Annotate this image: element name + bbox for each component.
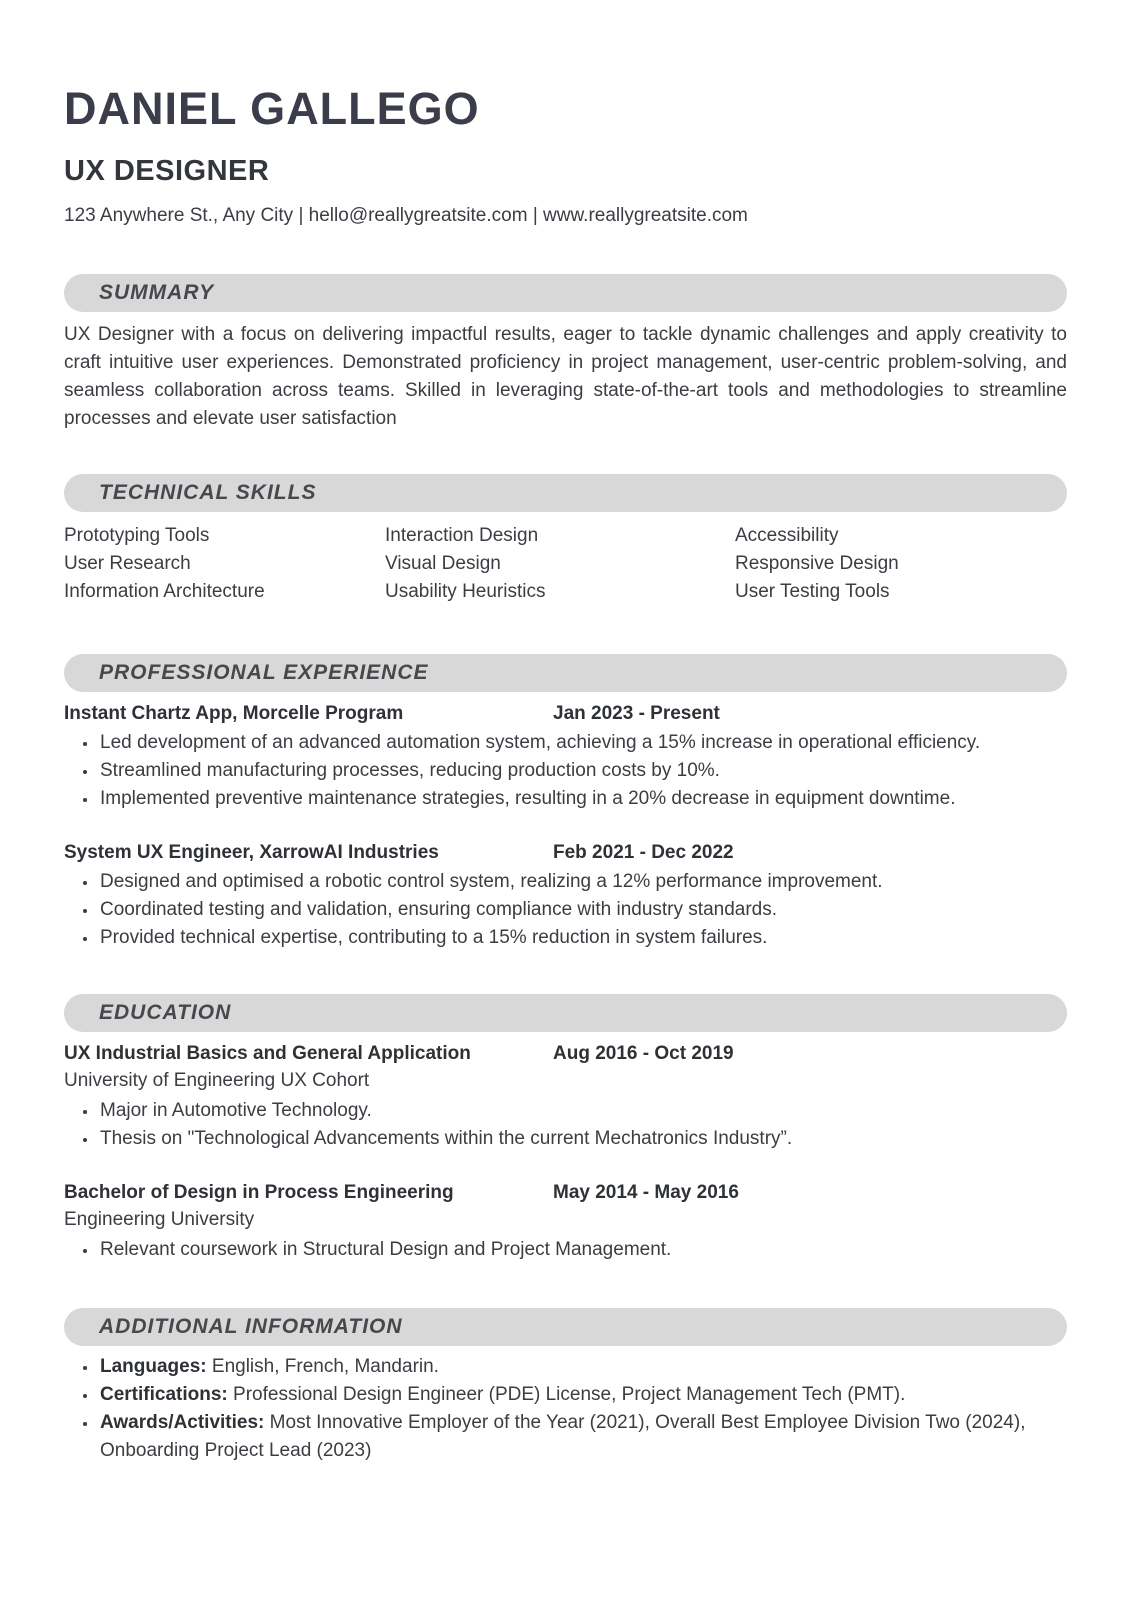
person-name: DANIEL GALLEGO [64, 83, 480, 134]
bullet-item: • Designed and optimised a robotic control system, realizing a 12% performance improvement. [98, 868, 1067, 896]
experience-section [64, 654, 1067, 952]
bullet-item: • Streamlined manufacturing processes, reducing production costs by 10%. [98, 757, 1067, 785]
bullet-item: • Provided technical expertise, contributing to a 15% reduction in system failures. [98, 924, 1067, 952]
bullet-item [98, 1353, 1067, 1381]
bullet-item: • Relevant coursework in Structural Design and Project Management. [98, 1236, 1067, 1264]
education-bullet-list [64, 1236, 1067, 1264]
education-entry-header [64, 1180, 1067, 1206]
experience-entry [64, 701, 1067, 813]
bullet-item: • Coordinated testing and validation, ensuring compliance with industry standards. [98, 896, 1067, 924]
bullet-text: English, French, Mandarin. [206, 1356, 439, 1377]
bullet-item: • Thesis on "Technological Advancements within the current Mechatronics Industry”. [98, 1125, 1067, 1153]
skill-item: Interaction Design [385, 525, 539, 546]
experience-bullet-list [64, 868, 1067, 952]
bullet-item: • Led development of an advanced automation system, achieving a 15% increase in operational efficiency. [98, 729, 1067, 757]
person-job-title: UX DESIGNER [64, 155, 270, 187]
bullet-item [98, 1381, 1067, 1409]
experience-entry [64, 840, 1067, 952]
education-school: Engineering University [64, 1209, 255, 1230]
experience-entry-header [64, 840, 1067, 866]
skills-grid [64, 522, 1067, 606]
education-entry-title: Bachelor of Design in Process Engineering [64, 1182, 454, 1203]
skills-column-3 [735, 522, 1067, 606]
education-entry [64, 1041, 1067, 1153]
education-heading: EDUCATION [99, 1001, 232, 1024]
experience-entry-title: System UX Engineer, XarrowAI Industries [64, 842, 439, 863]
bullet-item: • Implemented preventive maintenance strategies, resulting in a 20% decrease in equipment downtime. [98, 785, 1067, 813]
technical-skills-section [64, 474, 1067, 606]
skill-item: Prototyping Tools [64, 525, 210, 546]
additional-info-list [64, 1353, 1067, 1465]
education-school: University of Engineering UX Cohort [64, 1070, 370, 1091]
education-section-header [64, 994, 1067, 1032]
education-entry [64, 1180, 1067, 1264]
skills-column-2 [385, 522, 735, 606]
education-entry-dates: Aug 2016 - Oct 2019 [553, 1043, 734, 1064]
resume-header [64, 83, 1067, 227]
technical-skills-section-header [64, 474, 1067, 512]
bullet-item [98, 1409, 1067, 1465]
skills-column-1 [64, 522, 385, 606]
education-section [64, 994, 1067, 1264]
bullet-label: Certifications: [100, 1384, 228, 1405]
skill-item: Accessibility [735, 525, 839, 546]
bullet-item: • Major in Automotive Technology. [98, 1097, 1067, 1125]
skill-item: User Testing Tools [735, 581, 890, 602]
skill-item: Information Architecture [64, 581, 265, 602]
skill-item: Visual Design [385, 553, 501, 574]
experience-entry-title: Instant Chartz App, Morcelle Program [64, 703, 404, 724]
summary-section-header [64, 274, 1067, 312]
experience-section-header [64, 654, 1067, 692]
skill-item: User Research [64, 553, 191, 574]
education-entry-header [64, 1041, 1067, 1067]
experience-heading: PROFESSIONAL EXPERIENCE [99, 661, 429, 684]
skill-item: Responsive Design [735, 553, 899, 574]
experience-entry-dates: Jan 2023 - Present [553, 703, 720, 724]
bullet-label: Awards/Activities: [100, 1412, 265, 1433]
additional-info-section-header [64, 1308, 1067, 1346]
education-entry-title: UX Industrial Basics and General Application [64, 1043, 471, 1064]
summary-text: UX Designer with a focus on delivering impactful results, eager to tackle dynamic challenges and apply creativity to craft intuitive user experiences. Demonstrated proficiency in project management, user-centric problem-solving, and seamless collaboration across teams. Skilled in leveraging state-of-the-art tools and methodologies to streamline processes and elevate user satisfaction [64, 324, 1067, 429]
experience-entry-dates: Feb 2021 - Dec 2022 [553, 842, 734, 863]
additional-info-heading: ADDITIONAL INFORMATION [99, 1315, 403, 1338]
education-bullet-list [64, 1097, 1067, 1153]
technical-skills-heading: TECHNICAL SKILLS [99, 481, 317, 504]
summary-section [64, 274, 1067, 433]
bullet-text: Professional Design Engineer (PDE) License, Project Management Tech (PMT). [227, 1384, 906, 1405]
experience-entry-header [64, 701, 1067, 727]
summary-heading: SUMMARY [99, 281, 215, 304]
contact-info: 123 Anywhere St., Any City | hello@reallygreatsite.com | www.reallygreatsite.com [64, 205, 748, 226]
skill-item: Usability Heuristics [385, 581, 546, 602]
bullet-text: Most Innovative Employer of the Year (2021), Overall Best Employee Division Two (2024), Onboarding Project Lead (2023) [100, 1412, 1026, 1461]
bullet-label: Languages: [100, 1356, 207, 1377]
additional-info-section [64, 1308, 1067, 1465]
education-entry-dates: May 2014 - May 2016 [553, 1182, 739, 1203]
experience-bullet-list [64, 729, 1067, 813]
